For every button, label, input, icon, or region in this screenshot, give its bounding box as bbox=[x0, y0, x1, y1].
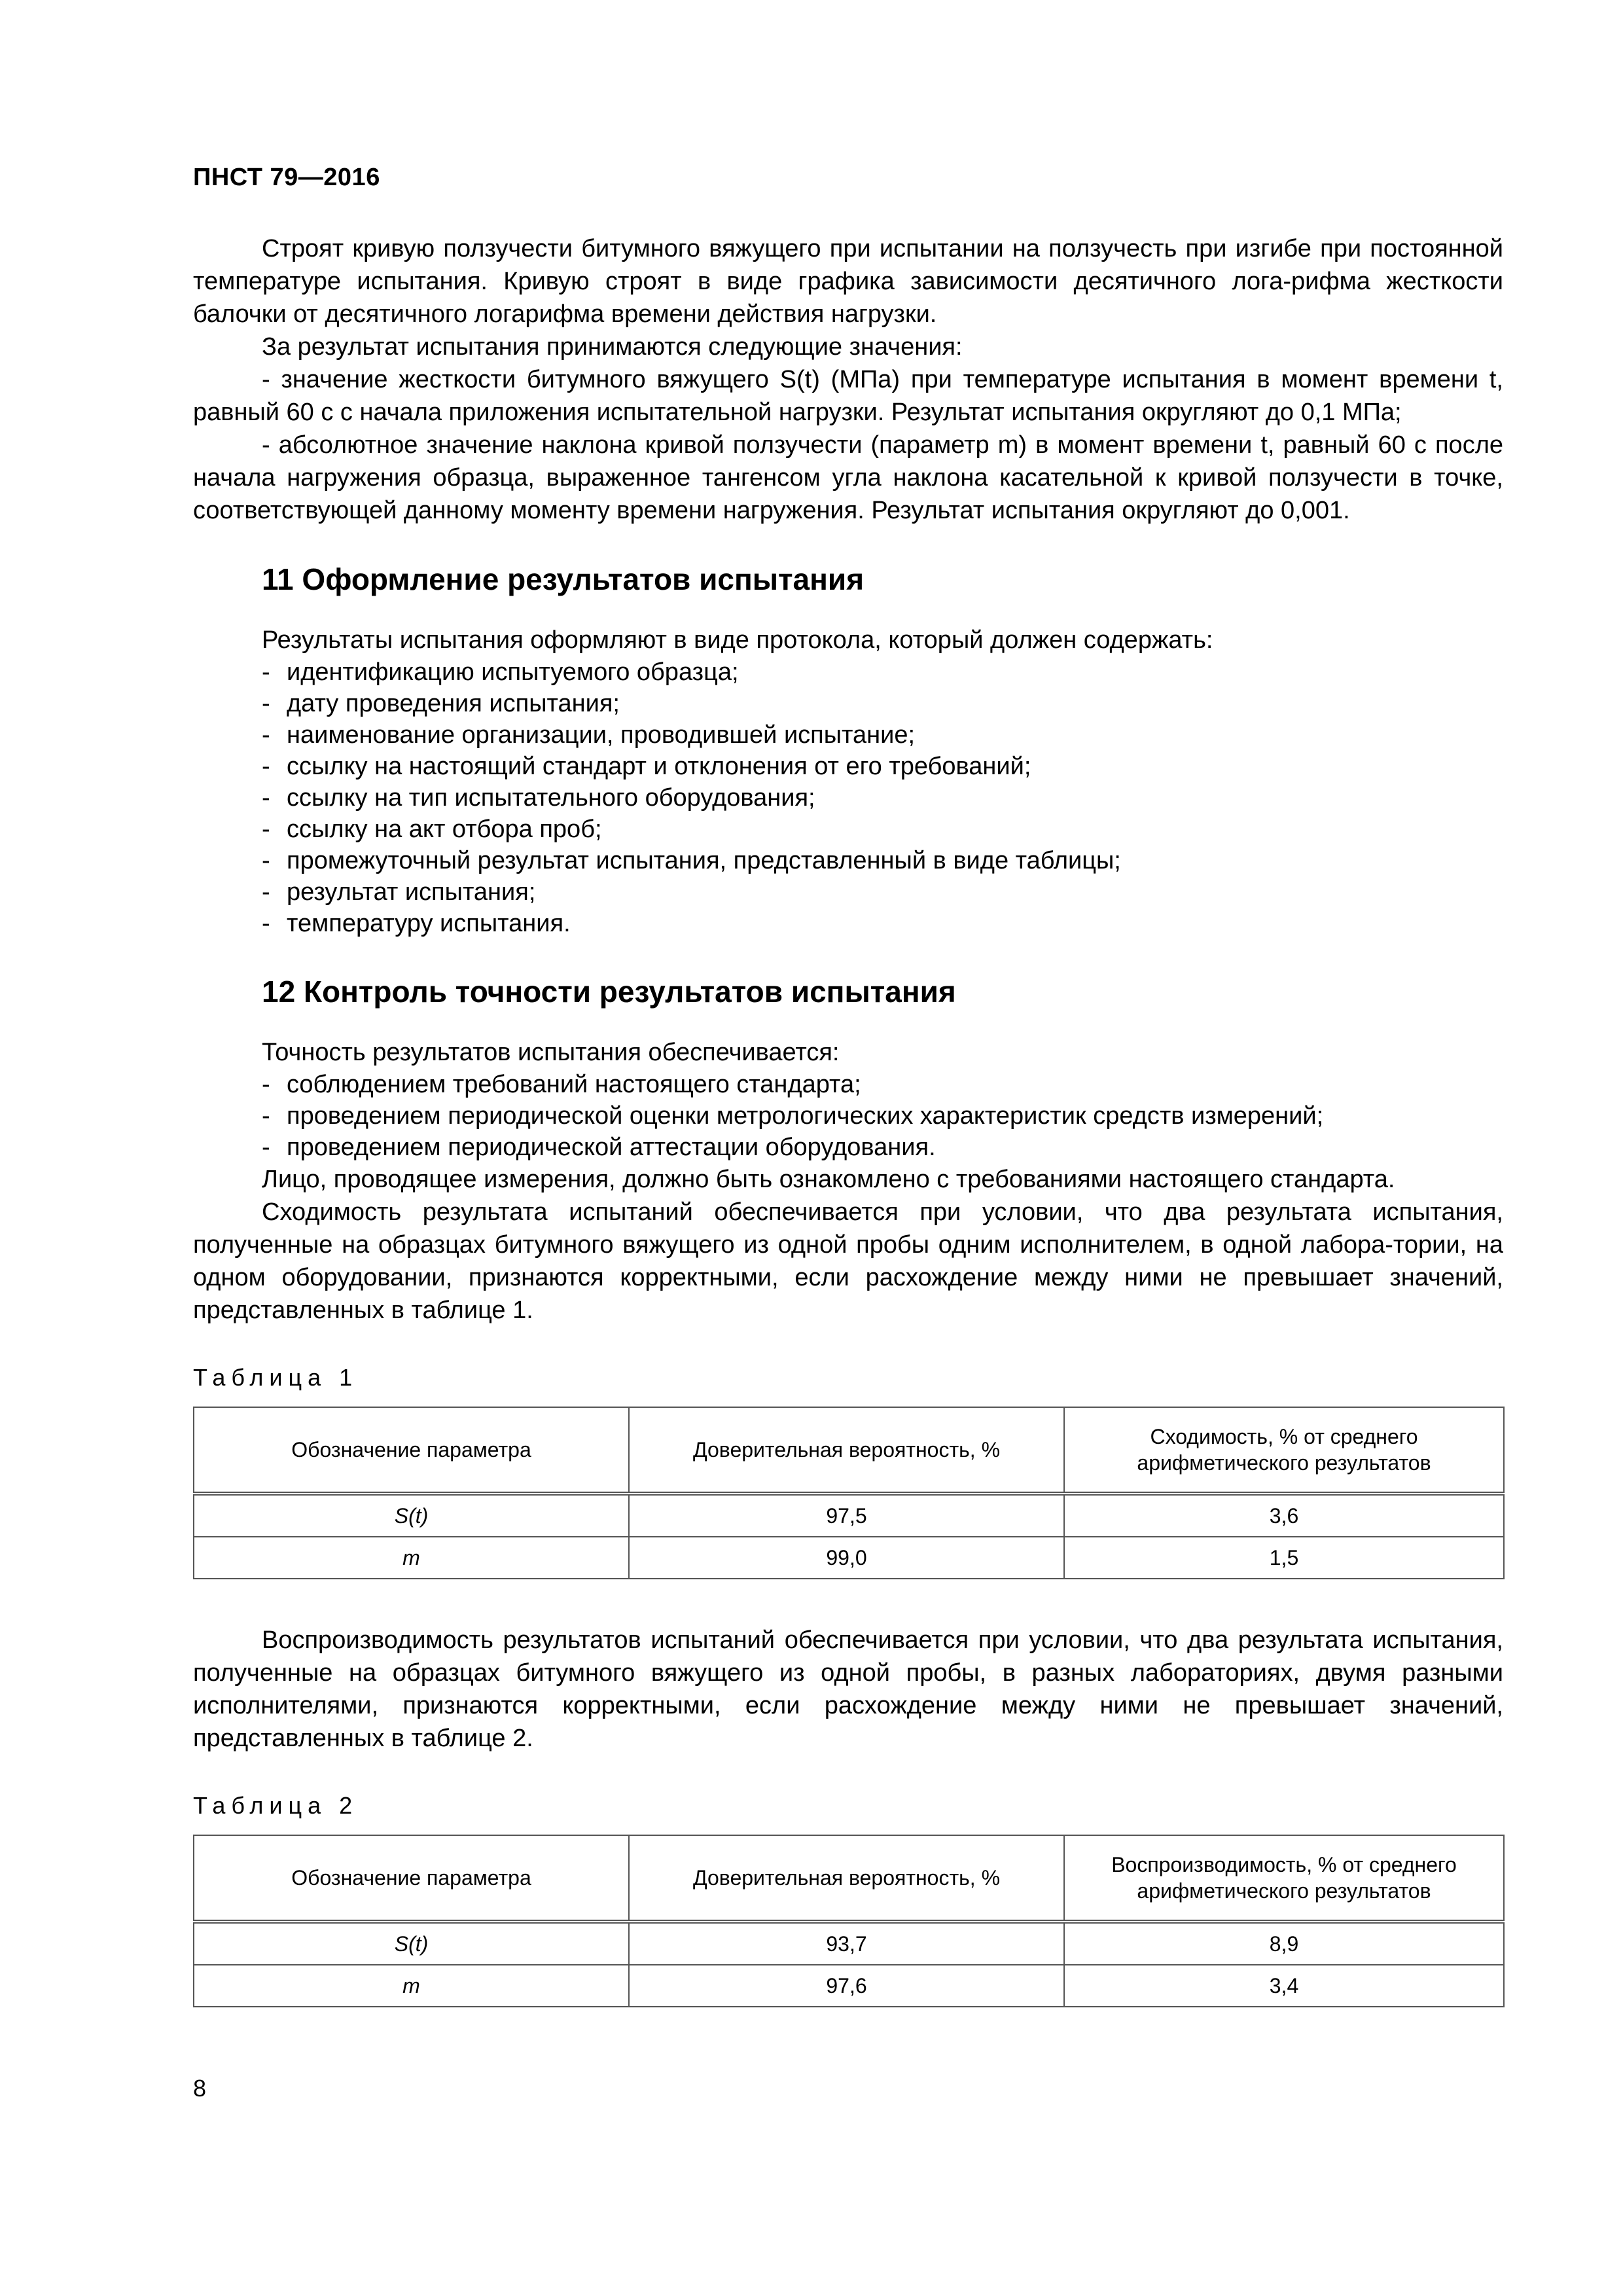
list-item: - наименование организации, проводившей испытание; bbox=[262, 721, 916, 749]
table-1-caption: Таблица 1 bbox=[193, 1364, 359, 1391]
section-12-title: 12 Контроль точности результатов испытания bbox=[262, 975, 956, 1009]
table-cell: 8,9 bbox=[1064, 1922, 1504, 1965]
section-11-lead: Результаты испытания оформляют в виде протокола, который должен содержать: bbox=[262, 626, 1213, 654]
page-content bbox=[193, 232, 1503, 2007]
table-header-cell: Доверительная вероятность, % bbox=[629, 1835, 1064, 1922]
list-item: - проведением периодической аттестации оборудования. bbox=[262, 1134, 936, 1161]
table-row bbox=[194, 1922, 1504, 1965]
section-12-paragraph: Сходимость результата испытаний обеспечивается при условии, что два результата испытания, полученные на образцах битумного вяжущего из одной пробы одним исполнителем, в одной лабора-тории, на одном оборудовании, признаются корректными, если расхождение между ними не превышает значений, представленных в таблице 1. bbox=[193, 1198, 1503, 1324]
page-number: 8 bbox=[193, 2075, 207, 2102]
list-item: - промежуточный результат испытания, представленный в виде таблицы; bbox=[262, 847, 1121, 874]
list-item: - ссылку на настоящий стандарт и отклонения от его требований; bbox=[262, 753, 1031, 780]
table-cell: 99,0 bbox=[629, 1537, 1064, 1579]
list-item: - идентификацию испытуемого образца; bbox=[262, 658, 739, 686]
table-header-cell: Доверительная вероятность, % bbox=[629, 1407, 1064, 1494]
list-item: - соблюдением требований настоящего стандарта; bbox=[262, 1071, 861, 1098]
list-item: - температуру испытания. bbox=[262, 910, 571, 937]
section-12-list bbox=[193, 1069, 1503, 1163]
section-12-paragraph: Лицо, проводящее измерения, должно быть ознакомлено с требованиями настоящего стандарта. bbox=[262, 1166, 1395, 1193]
intro-paragraph: - значение жесткости битумного вяжущего S(t) (МПа) при температуре испытания в момент времени t, равный 60 с с начала приложения испытательной нагрузки. Результат испытания округляют до 0,1 МПа; bbox=[193, 366, 1503, 426]
table-1 bbox=[193, 1407, 1505, 1579]
table-cell: m bbox=[194, 1965, 629, 2007]
table-row bbox=[194, 1494, 1504, 1537]
table-2 bbox=[193, 1835, 1505, 2007]
list-item: - дату проведения испытания; bbox=[262, 690, 620, 717]
table-cell: 93,7 bbox=[629, 1922, 1064, 1965]
section-12-lead: Точность результатов испытания обеспечивается: bbox=[262, 1039, 840, 1066]
table-row bbox=[194, 1537, 1504, 1579]
section-11-title: 11 Оформление результатов испытания bbox=[262, 562, 865, 596]
table-cell: 3,6 bbox=[1064, 1494, 1504, 1537]
table-header-cell: Воспроизводимость, % от среднего арифметического результатов bbox=[1064, 1835, 1504, 1922]
table-cell: S(t) bbox=[194, 1922, 629, 1965]
list-item: - ссылку на тип испытательного оборудования; bbox=[262, 784, 815, 812]
table-header-row bbox=[194, 1835, 1504, 1922]
table-header-cell: Сходимость, % от среднего арифметического результатов bbox=[1064, 1407, 1504, 1494]
list-item: - результат испытания; bbox=[262, 878, 536, 906]
table-cell: 1,5 bbox=[1064, 1537, 1504, 1579]
intro-paragraph: Строят кривую ползучести битумного вяжущего при испытании на ползучесть при изгибе при постоянной температуре испытания. Кривую строят в виде графика зависимости десятичного лога-рифма жесткости балочки от десятичного логарифма времени действия нагрузки. bbox=[193, 235, 1503, 328]
table-row bbox=[194, 1965, 1504, 2007]
table-header-cell: Обозначение параметра bbox=[194, 1835, 629, 1922]
table-header-row bbox=[194, 1407, 1504, 1494]
table-2-caption: Таблица 2 bbox=[193, 1792, 359, 1819]
section-12-paragraph: Воспроизводимость результатов испытаний обеспечивается при условии, что два результата испытания, полученные на образцах битумного вяжущего из одной пробы, в разных лабораториях, двумя разными исполнителями, признаются корректными, если расхождение между ними не превышает значений, представленных в таблице 2. bbox=[193, 1626, 1503, 1752]
list-item: - ссылку на акт отбора проб; bbox=[262, 816, 602, 843]
document-header: ПНСТ 79—2016 bbox=[193, 164, 380, 191]
table-cell: S(t) bbox=[194, 1494, 629, 1537]
table-cell: m bbox=[194, 1537, 629, 1579]
section-11-list bbox=[193, 656, 1503, 939]
intro-paragraph: За результат испытания принимаются следующие значения: bbox=[262, 333, 963, 361]
table-cell: 97,5 bbox=[629, 1494, 1064, 1537]
table-header-cell: Обозначение параметра bbox=[194, 1407, 629, 1494]
table-cell: 97,6 bbox=[629, 1965, 1064, 2007]
intro-paragraph: - абсолютное значение наклона кривой ползучести (параметр m) в момент времени t, равный 60 с после начала нагружения образца, выраженное тангенсом угла наклона касательной к кривой ползучести в точке, соответствующей данному моменту времени нагружения. Результат испытания округляют до 0,001. bbox=[193, 431, 1503, 524]
list-item: - проведением периодической оценки метрологических характеристик средств измерений; bbox=[262, 1102, 1324, 1130]
table-cell: 3,4 bbox=[1064, 1965, 1504, 2007]
